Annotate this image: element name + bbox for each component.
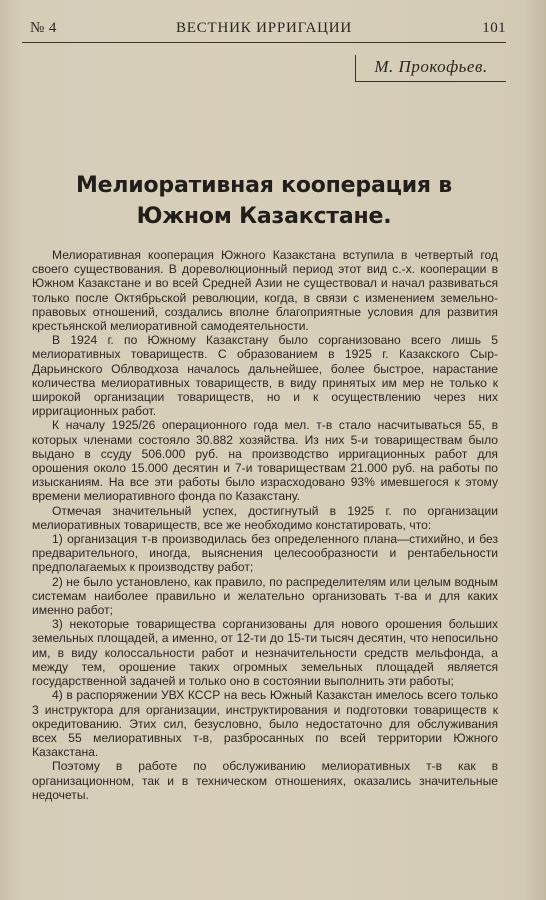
page-number: 101	[482, 20, 506, 36]
paragraph: К началу 1925/26 операционного года мел. т-в стало насчитываться 55, в которых членами состояло 30.882 хозяйства. Из них 5-и товариществам было выдано в ссуду 506.000 руб. на производство ирригационных работ для орошения около 15.000 десятин и 7-и товариществам 21.000 руб. на работы по изысканиям. На все эти работы было израсходовано 93% имевшегося к этому времени мелиоративного фонда по Казакстану.	[32, 418, 498, 504]
paragraph: 4) в распоряжении УВХ КССР на весь Южный Казакстан имелось всего только 3 инструктора для организации, инструктирования и подготовки товариществ к окредитованию. Этих сил, безусловно, было недостаточно для обслуживания всех 55 мелиоративных т-в, разбросанных по всей территории Южного Казакстана.	[32, 688, 498, 760]
running-head	[22, 20, 506, 42]
paragraph: В 1924 г. по Южному Казакстану было сорганизовано всего лишь 5 мелиоративных товариществ. С образованием в 1925 г. Казакского Сыр-Дарьинского Облводхоза началось дальнейшее, более быстрое, нарастание количества мелиоративных товариществ, в виду принятых им мер не только к широкой организации товариществ, но и к осуществлению через них ирригационных работ.	[32, 333, 498, 419]
journal-title: ВЕСТНИК ИРРИГАЦИИ	[175, 20, 353, 36]
paragraph: 3) некоторые товарищества сорганизованы для нового орошения больших земельных площадей, а именно, от 12-ти до 15-ти тысяч десятин, что непосильно им, в виду колоссальности работ и незначительности средств мельфонда, а между тем, орошение таких огромных земельных площадей является государственной задачей и только оно в состоянии выполнить эти работы;	[32, 617, 498, 689]
paragraph: Поэтому в работе по обслуживанию мелиоративных т-в как в организационном, так и в техническом отношениях, оказались значительные недочеты.	[32, 759, 498, 802]
paragraph: 1) организация т-в производилась без определенного плана—стихийно, и без предварительного, иногда, выяснения целесообразности и рентабельности предполагаемых к производству работ;	[32, 532, 498, 575]
header-rule	[22, 42, 506, 43]
article-title: Мелиоративная кооперация в Южном Казакстане.	[75, 173, 453, 229]
paragraph: Отмечая значительный успех, достигнутый в 1925 г. по организации мелиоративных товариществ, все же необходимо констатировать, что:	[32, 503, 498, 532]
article-author: М. Прокофьев.	[355, 55, 506, 82]
paragraph: Мелиоративная кооперация Южного Казакстана вступила в четвертый год своего существования. В дореволюционный период этот вид с.-х. кооперации в Южном Казакстане и во всей Средней Азии не существовал и начал развиваться только после Октябрьской революции, когда, в связи с изменением земельно-правовых отношений, создались вполне благоприятные условия для развития крестьянской мелиоративной самодеятельности.	[32, 248, 498, 334]
paragraph: 2) не было установлено, как правило, по распределителям или целым водным системам наиболее правильно и желательно организовать т-ва и для каких именно работ;	[32, 574, 498, 618]
issue-number: № 4	[30, 20, 57, 36]
article-body	[32, 248, 498, 802]
